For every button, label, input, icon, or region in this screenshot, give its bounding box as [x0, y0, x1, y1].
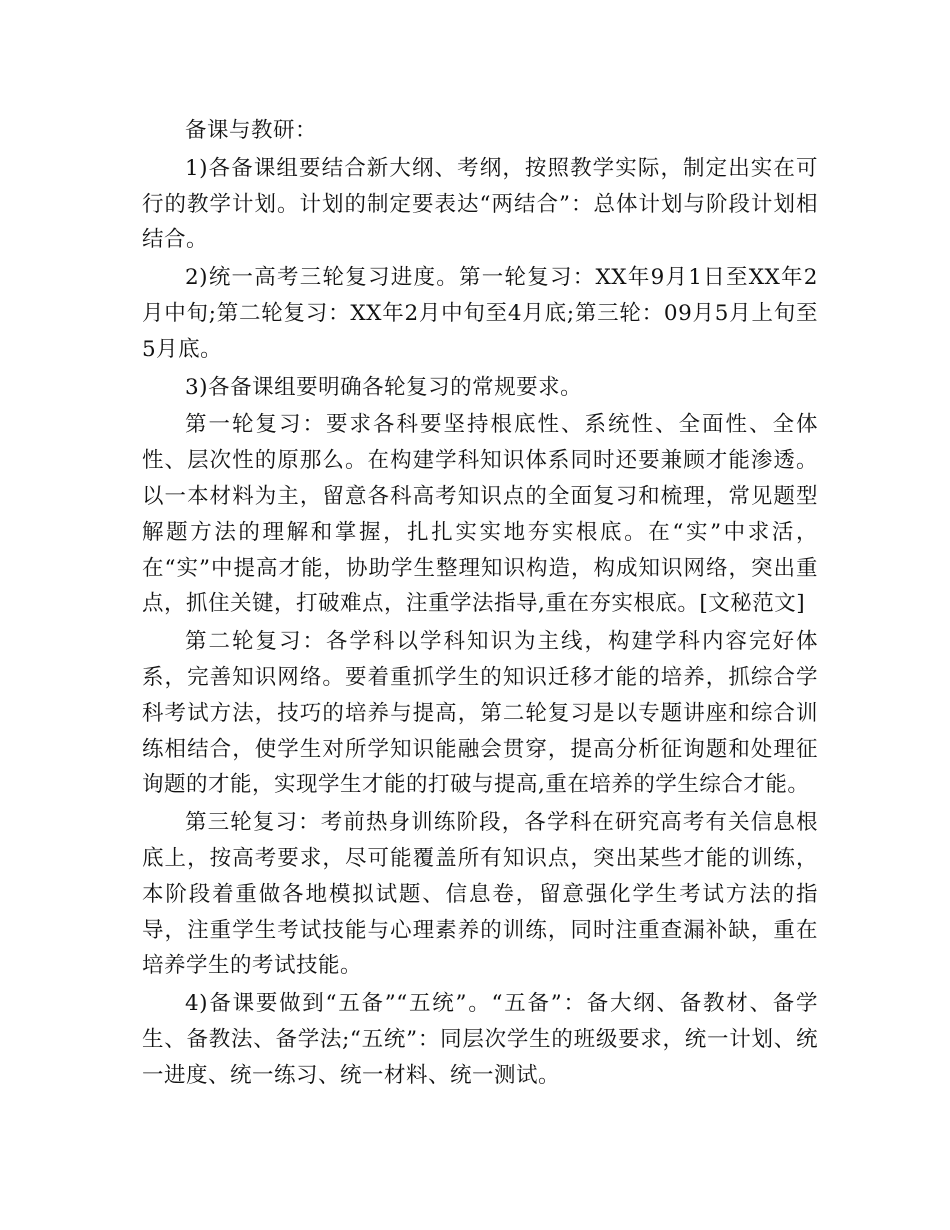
document-body [142, 113, 818, 1096]
paragraph-third-round: 第三轮复习：考前热身训练阶段，各学科在研究高考有关信息根底上，按高考要求，尽可能覆盖所有知识点，突出某些才能的训练，本阶段着重做各地模拟试题、信息卷，留意强化学生考试方法的指导，注重学生考试技能与心理素养的训练，同时注重查漏补缺，重在培养学生的考试技能。 [142, 810, 818, 979]
paragraph-1: 1)各备课组要结合新大纲、考纲，按照教学实际，制定出实在可行的教学计划。计划的制定要表达“两结合”：总体计划与阶段计划相结合。 [142, 155, 818, 253]
paragraph-4: 4)备课要做到“五备”“五统”。“五备”：备大纲、备教材、备学生、备教法、备学法;“五统”：同层次学生的班级要求，统一计划、统一进度、统一练习、统一材料、统一测试。 [142, 991, 818, 1088]
paragraph-first-round: 第一轮复习：要求各科要坚持根底性、系统性、全面性、全体性、层次性的原那么。在构建学科知识体系同时还要兼顾才能渗透。以一本材料为主，留意各科高考知识点的全面复习和梳理，常见题型解题方法的理解和掌握，扎扎实实地夯实根底。在“实”中求活，在“实”中提高才能，协助学生整理知识构造，构成知识网络，突出重点，抓住关键，打破难点，注重学法指导,重在夯实根底。[文秘范文] [142, 412, 818, 617]
section-heading: 备课与教研： [185, 118, 318, 143]
paragraph-second-round: 第二轮复习：各学科以学科知识为主线，构建学科内容完好体系，完善知识网络。要着重抓学生的知识迁移才能的培养，抓综合学科考试方法，技巧的培养与提高，第二轮复习是以专题讲座和综合训练相结合，使学生对所学知识能融会贯穿，提高分析征询题和处理征询题的才能，实现学生才能的打破与提高,重在培养的学生综合才能。 [142, 629, 818, 798]
paragraph-3: 3)各备课组要明确各轮复习的常规要求。 [185, 374, 583, 400]
paragraph-2: 2)统一高考三轮复习进度。第一轮复习：XX年9月1日至XX年2月中旬;第二轮复习：XX年2月中旬至4月底;第三轮：09月5月上旬至5月底。 [142, 265, 818, 362]
